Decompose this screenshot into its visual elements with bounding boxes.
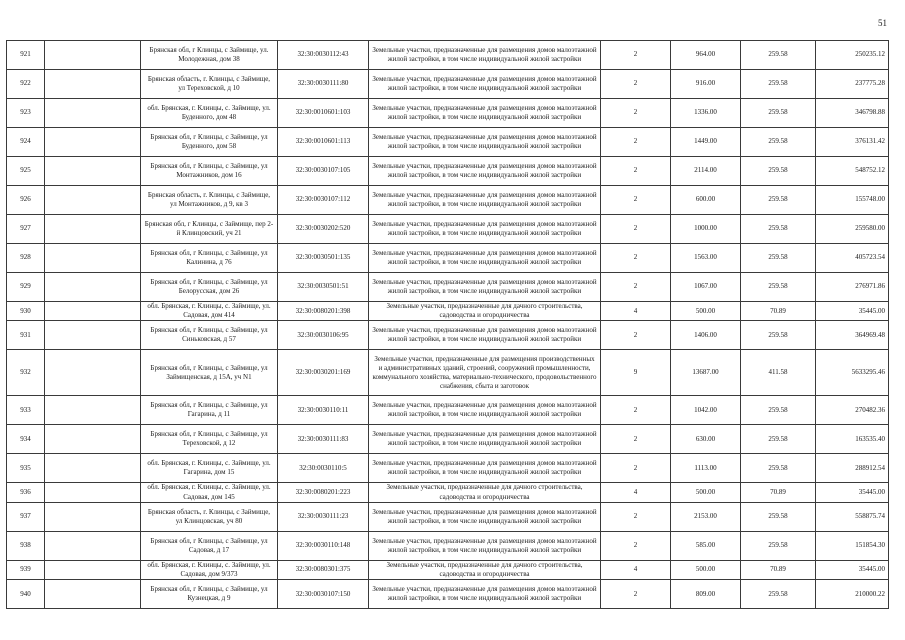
- spacer-cell: [45, 70, 141, 99]
- row-number-cell: 937: [7, 502, 45, 531]
- spacer-cell: [45, 41, 141, 70]
- specific-value-cell: 259.58: [741, 396, 816, 425]
- specific-value-cell: 259.58: [741, 531, 816, 560]
- specific-value-cell: 259.58: [741, 502, 816, 531]
- cadastral-number-cell: 32:30:0030112:43: [278, 41, 369, 70]
- row-number-cell: 926: [7, 186, 45, 215]
- specific-value-cell: 259.58: [741, 321, 816, 350]
- cadastral-value-cell: 270482.36: [816, 396, 889, 425]
- cadastral-number-cell: 32:30:0030110:5: [278, 454, 369, 483]
- specific-value-cell: 411.58: [741, 350, 816, 396]
- table-row: [7, 215, 889, 244]
- address-cell: Брянская область, г. Клинцы, с Займище, ул Тереховской, д 10: [141, 70, 278, 99]
- row-number-cell: 929: [7, 273, 45, 302]
- cadastral-number-cell: 32:30:0030111:23: [278, 502, 369, 531]
- spacer-cell: [45, 483, 141, 502]
- table-row: [7, 560, 889, 579]
- address-cell: Брянская обл, г Клинцы, с Займище, ул Калинина, д 76: [141, 244, 278, 273]
- table-row: [7, 321, 889, 350]
- row-number-cell: 921: [7, 41, 45, 70]
- cadastral-value-cell: 35445.00: [816, 560, 889, 579]
- permitted-use-cell: Земельные участки, предназначенные для размещения домов малоэтажной жилой застройки, в том числе индивидуальной жилой застройки: [369, 70, 601, 99]
- area-cell: 2114.00: [671, 157, 741, 186]
- row-number-cell: 933: [7, 396, 45, 425]
- area-cell: 916.00: [671, 70, 741, 99]
- group-code-cell: 2: [601, 580, 671, 609]
- cadastral-number-cell: 32:30:0030201:169: [278, 350, 369, 396]
- group-code-cell: 2: [601, 99, 671, 128]
- table-row: [7, 70, 889, 99]
- address-cell: обл. Брянская, г. Клинцы, с. Займище, ул. Гагарина, дом 15: [141, 454, 278, 483]
- address-cell: обл. Брянская, г. Клинцы, с. Займище, ул. Садовая, дом 9/373: [141, 560, 278, 579]
- address-cell: Брянская область, г. Клинцы, с Займище, ул Монтажников, д 9, кв 3: [141, 186, 278, 215]
- area-cell: 964.00: [671, 41, 741, 70]
- spacer-cell: [45, 157, 141, 186]
- address-cell: Брянская обл, г Клинцы, с Займище, ул Синьковская, д 57: [141, 321, 278, 350]
- permitted-use-cell: Земельные участки, предназначенные для размещения домов малоэтажной жилой застройки, в том числе индивидуальной жилой застройки: [369, 157, 601, 186]
- cadastral-number-cell: 32:30:0030107:105: [278, 157, 369, 186]
- address-cell: Брянская обл, г Клинцы, с Займище, пер 2-й Клинцовский, уч 21: [141, 215, 278, 244]
- specific-value-cell: 259.58: [741, 186, 816, 215]
- cadastral-value-cell: 151854.30: [816, 531, 889, 560]
- permitted-use-cell: Земельные участки, предназначенные для размещения домов малоэтажной жилой застройки, в том числе индивидуальной жилой застройки: [369, 531, 601, 560]
- table-row: [7, 396, 889, 425]
- table-row: [7, 483, 889, 502]
- group-code-cell: 2: [601, 273, 671, 302]
- spacer-cell: [45, 215, 141, 244]
- spacer-cell: [45, 425, 141, 454]
- specific-value-cell: 259.58: [741, 41, 816, 70]
- area-cell: 13687.00: [671, 350, 741, 396]
- spacer-cell: [45, 560, 141, 579]
- address-cell: обл. Брянская, г. Клинцы, с. Займище, ул. Буденного, дом 48: [141, 99, 278, 128]
- address-cell: Брянская обл, г Клинцы, с Займище, ул. Молодежная, дом 38: [141, 41, 278, 70]
- cadastral-value-table: [6, 40, 889, 609]
- address-cell: Брянская область, г. Клинцы, с Займище, ул Клинцовская, уч 80: [141, 502, 278, 531]
- specific-value-cell: 259.58: [741, 99, 816, 128]
- address-cell: Брянская обл, г Клинцы, с Займище, ул Займищенская, д 15А, уч N1: [141, 350, 278, 396]
- spacer-cell: [45, 321, 141, 350]
- cadastral-value-cell: 558875.74: [816, 502, 889, 531]
- row-number-cell: 930: [7, 302, 45, 321]
- row-number-cell: 925: [7, 157, 45, 186]
- table-row: [7, 41, 889, 70]
- row-number-cell: 932: [7, 350, 45, 396]
- group-code-cell: 2: [601, 215, 671, 244]
- spacer-cell: [45, 396, 141, 425]
- table-body: [7, 41, 889, 609]
- row-number-cell: 939: [7, 560, 45, 579]
- cadastral-number-cell: 32:30:0030111:80: [278, 70, 369, 99]
- cadastral-value-cell: 250235.12: [816, 41, 889, 70]
- area-cell: 1042.00: [671, 396, 741, 425]
- cadastral-number-cell: 32:30:0030202:520: [278, 215, 369, 244]
- permitted-use-cell: Земельные участки, предназначенные для дачного строительства, садоводства и огородничества: [369, 483, 601, 502]
- group-code-cell: 2: [601, 41, 671, 70]
- cadastral-value-cell: 259580.00: [816, 215, 889, 244]
- area-cell: 809.00: [671, 580, 741, 609]
- group-code-cell: 2: [601, 321, 671, 350]
- permitted-use-cell: Земельные участки, предназначенные для размещения домов малоэтажной жилой застройки, в том числе индивидуальной жилой застройки: [369, 41, 601, 70]
- area-cell: 500.00: [671, 483, 741, 502]
- table-row: [7, 302, 889, 321]
- cadastral-value-cell: 376131.42: [816, 128, 889, 157]
- table-row: [7, 186, 889, 215]
- spacer-cell: [45, 454, 141, 483]
- cadastral-number-cell: 32:30:0010601:113: [278, 128, 369, 157]
- spacer-cell: [45, 350, 141, 396]
- address-cell: Брянская обл, г Клинцы, с Займище, ул Садовая, д 17: [141, 531, 278, 560]
- spacer-cell: [45, 531, 141, 560]
- permitted-use-cell: Земельные участки, предназначенные для размещения домов малоэтажной жилой застройки, в том числе индивидуальной жилой застройки: [369, 128, 601, 157]
- cadastral-number-cell: 32:30:0030106:95: [278, 321, 369, 350]
- area-cell: 1000.00: [671, 215, 741, 244]
- group-code-cell: 2: [601, 396, 671, 425]
- row-number-cell: 922: [7, 70, 45, 99]
- group-code-cell: 2: [601, 128, 671, 157]
- cadastral-number-cell: 32:30:0030107:150: [278, 580, 369, 609]
- group-code-cell: 4: [601, 560, 671, 579]
- cadastral-value-cell: 288912.54: [816, 454, 889, 483]
- cadastral-number-cell: 32:30:0030111:83: [278, 425, 369, 454]
- cadastral-value-cell: 405723.54: [816, 244, 889, 273]
- area-cell: 585.00: [671, 531, 741, 560]
- row-number-cell: 923: [7, 99, 45, 128]
- table-row: [7, 99, 889, 128]
- spacer-cell: [45, 302, 141, 321]
- specific-value-cell: 259.58: [741, 70, 816, 99]
- address-cell: Брянская обл, г Клинцы, с Займище, ул Монтажников, дом 16: [141, 157, 278, 186]
- cadastral-value-cell: 210000.22: [816, 580, 889, 609]
- cadastral-number-cell: 32:30:0080301:375: [278, 560, 369, 579]
- permitted-use-cell: Земельные участки, предназначенные для размещения домов малоэтажной жилой застройки, в том числе индивидуальной жилой застройки: [369, 396, 601, 425]
- group-code-cell: 4: [601, 483, 671, 502]
- area-cell: 500.00: [671, 560, 741, 579]
- permitted-use-cell: Земельные участки, предназначенные для размещения домов малоэтажной жилой застройки, в том числе индивидуальной жилой застройки: [369, 215, 601, 244]
- row-number-cell: 934: [7, 425, 45, 454]
- cadastral-number-cell: 32:30:0010601:103: [278, 99, 369, 128]
- table-row: [7, 425, 889, 454]
- cadastral-number-cell: 32:30:0030110:11: [278, 396, 369, 425]
- address-cell: Брянская обл, г Клинцы, с Займище, ул Буденного, дом 58: [141, 128, 278, 157]
- specific-value-cell: 70.89: [741, 560, 816, 579]
- group-code-cell: 2: [601, 502, 671, 531]
- permitted-use-cell: Земельные участки, предназначенные для размещения домов малоэтажной жилой застройки, в том числе индивидуальной жилой застройки: [369, 502, 601, 531]
- row-number-cell: 940: [7, 580, 45, 609]
- cadastral-value-cell: 35445.00: [816, 302, 889, 321]
- permitted-use-cell: Земельные участки, предназначенные для размещения производственных и административных зданий, строений, сооружений промышленности, коммунального хозяйства, материально-технического, продовольственного снабжения, сбыта и заготовок: [369, 350, 601, 396]
- specific-value-cell: 70.89: [741, 302, 816, 321]
- row-number-cell: 931: [7, 321, 45, 350]
- address-cell: Брянская обл, г Клинцы, с Займище, ул Гагарина, д 11: [141, 396, 278, 425]
- permitted-use-cell: Земельные участки, предназначенные для дачного строительства, садоводства и огородничества: [369, 560, 601, 579]
- spacer-cell: [45, 99, 141, 128]
- table-row: [7, 454, 889, 483]
- group-code-cell: 2: [601, 244, 671, 273]
- spacer-cell: [45, 244, 141, 273]
- area-cell: 1406.00: [671, 321, 741, 350]
- group-code-cell: 2: [601, 531, 671, 560]
- permitted-use-cell: Земельные участки, предназначенные для размещения домов малоэтажной жилой застройки, в том числе индивидуальной жилой застройки: [369, 425, 601, 454]
- table-row: [7, 128, 889, 157]
- spacer-cell: [45, 502, 141, 531]
- table-row: [7, 244, 889, 273]
- group-code-cell: 4: [601, 302, 671, 321]
- group-code-cell: 2: [601, 454, 671, 483]
- row-number-cell: 938: [7, 531, 45, 560]
- cadastral-value-cell: 364969.48: [816, 321, 889, 350]
- specific-value-cell: 259.58: [741, 244, 816, 273]
- address-cell: Брянская обл, г Клинцы, с Займище, ул Белорусская, дом 26: [141, 273, 278, 302]
- area-cell: 2153.00: [671, 502, 741, 531]
- row-number-cell: 928: [7, 244, 45, 273]
- permitted-use-cell: Земельные участки, предназначенные для размещения домов малоэтажной жилой застройки, в том числе индивидуальной жилой застройки: [369, 99, 601, 128]
- specific-value-cell: 259.58: [741, 215, 816, 244]
- row-number-cell: 935: [7, 454, 45, 483]
- specific-value-cell: 259.58: [741, 425, 816, 454]
- area-cell: 1336.00: [671, 99, 741, 128]
- page-number: 51: [878, 18, 887, 28]
- cadastral-value-cell: 163535.40: [816, 425, 889, 454]
- permitted-use-cell: Земельные участки, предназначенные для размещения домов малоэтажной жилой застройки, в том числе индивидуальной жилой застройки: [369, 186, 601, 215]
- cadastral-number-cell: 32:30:0030110:148: [278, 531, 369, 560]
- group-code-cell: 2: [601, 425, 671, 454]
- cadastral-value-cell: 237775.28: [816, 70, 889, 99]
- specific-value-cell: 259.58: [741, 454, 816, 483]
- table-row: [7, 350, 889, 396]
- area-cell: 500.00: [671, 302, 741, 321]
- table-row: [7, 157, 889, 186]
- address-cell: Брянская обл, г Клинцы, с Займище, ул Кузнецкая, д 9: [141, 580, 278, 609]
- address-cell: Брянская обл, г Клинцы, с Займище, ул Тереховской, д 12: [141, 425, 278, 454]
- group-code-cell: 2: [601, 186, 671, 215]
- table-row: [7, 580, 889, 609]
- specific-value-cell: 259.58: [741, 157, 816, 186]
- cadastral-value-cell: 155748.00: [816, 186, 889, 215]
- cadastral-number-cell: 32:30:0080201:223: [278, 483, 369, 502]
- area-cell: 1563.00: [671, 244, 741, 273]
- row-number-cell: 936: [7, 483, 45, 502]
- cadastral-value-cell: 276971.86: [816, 273, 889, 302]
- permitted-use-cell: Земельные участки, предназначенные для размещения домов малоэтажной жилой застройки, в том числе индивидуальной жилой застройки: [369, 454, 601, 483]
- table-row: [7, 273, 889, 302]
- permitted-use-cell: Земельные участки, предназначенные для размещения домов малоэтажной жилой застройки, в том числе индивидуальной жилой застройки: [369, 273, 601, 302]
- cadastral-number-cell: 32:30:0080201:398: [278, 302, 369, 321]
- spacer-cell: [45, 273, 141, 302]
- spacer-cell: [45, 580, 141, 609]
- specific-value-cell: 259.58: [741, 128, 816, 157]
- permitted-use-cell: Земельные участки, предназначенные для размещения домов малоэтажной жилой застройки, в том числе индивидуальной жилой застройки: [369, 321, 601, 350]
- specific-value-cell: 259.58: [741, 273, 816, 302]
- permitted-use-cell: Земельные участки, предназначенные для размещения домов малоэтажной жилой застройки, в том числе индивидуальной жилой застройки: [369, 580, 601, 609]
- cadastral-value-cell: 548752.12: [816, 157, 889, 186]
- table-row: [7, 502, 889, 531]
- group-code-cell: 9: [601, 350, 671, 396]
- group-code-cell: 2: [601, 70, 671, 99]
- spacer-cell: [45, 186, 141, 215]
- area-cell: 1113.00: [671, 454, 741, 483]
- group-code-cell: 2: [601, 157, 671, 186]
- spacer-cell: [45, 128, 141, 157]
- cadastral-number-cell: 32:30:0030501:135: [278, 244, 369, 273]
- address-cell: обл. Брянская, г. Клинцы, с. Займище, ул. Садовая, дом 414: [141, 302, 278, 321]
- permitted-use-cell: Земельные участки, предназначенные для размещения домов малоэтажной жилой застройки, в том числе индивидуальной жилой застройки: [369, 244, 601, 273]
- cadastral-number-cell: 32:30:0030107:112: [278, 186, 369, 215]
- area-cell: 630.00: [671, 425, 741, 454]
- area-cell: 600.00: [671, 186, 741, 215]
- cadastral-value-cell: 35445.00: [816, 483, 889, 502]
- cadastral-number-cell: 32:30:0030501:51: [278, 273, 369, 302]
- row-number-cell: 927: [7, 215, 45, 244]
- area-cell: 1449.00: [671, 128, 741, 157]
- cadastral-value-cell: 5633295.46: [816, 350, 889, 396]
- table-row: [7, 531, 889, 560]
- area-cell: 1067.00: [671, 273, 741, 302]
- cadastral-value-cell: 346798.88: [816, 99, 889, 128]
- specific-value-cell: 259.58: [741, 580, 816, 609]
- row-number-cell: 924: [7, 128, 45, 157]
- permitted-use-cell: Земельные участки, предназначенные для дачного строительства, садоводства и огородничества: [369, 302, 601, 321]
- specific-value-cell: 70.89: [741, 483, 816, 502]
- address-cell: обл. Брянская, г. Клинцы, с. Займище, ул. Садовая, дом 145: [141, 483, 278, 502]
